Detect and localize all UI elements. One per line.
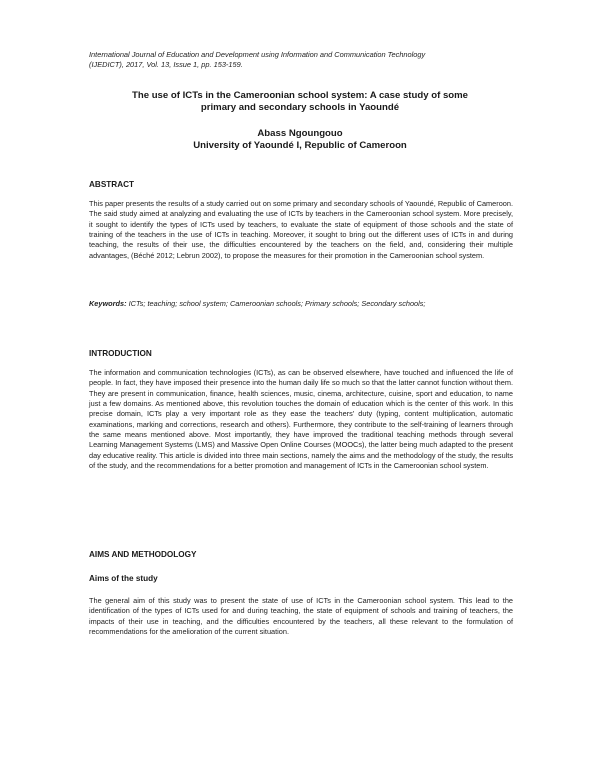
journal-line-2: (IJEDICT), 2017, Vol. 13, Issue 1, pp. 153-159.	[89, 60, 243, 69]
title-line-1: The use of ICTs in the Cameroonian school system: A case study of some	[131, 90, 469, 101]
journal-citation	[89, 50, 519, 70]
journal-line-1: International Journal of Education and Development using Information and Communication Technology	[89, 50, 426, 59]
keywords-text: ICTs; teaching; school system; Cameroonian schools; Primary schools; Secondary schools;	[128, 299, 426, 308]
aims-subheading: Aims of the study	[89, 574, 158, 583]
author-block	[80, 128, 520, 152]
introduction-text: The information and communication technologies (ICTs), as can be observed elsewhere, have touched and influenced the life of people. In fact, they have imposed their presence into the human daily life so much so that the latter cannot function without them. They are present in communication, finance, health sciences, music, cinema, architecture, cuisine, sport and education, to name just a few domains. As mentioned above, this revolution touches the domain of education which is the center of this work. In this precise domain, ICTs play a very important role as they ease the teachers’ duty (typing, content multiplication, automatic examinations, marking and corrections, research and others). Furthermore, they contribute to the self-training of learners through the same means mentioned above. Most importantly, they have improved the traditional teaching methods through several Learning Management Systems (LMS) and Massive Open Online Courses (MOOCs), the latter being much adapted to the present day educative reality. This article is divided into three main sections, namely the aims and the methodology of the study, the results of the study, and the recommendations for a better promotion and management of ICTs in the Cameroonian school system.	[89, 368, 513, 471]
aims-methodology-heading: AIMS AND METHODOLOGY	[89, 550, 197, 559]
keywords	[89, 299, 513, 309]
abstract-heading: ABSTRACT	[89, 180, 135, 189]
author-name: Abass Ngoungouo	[257, 128, 343, 139]
aims-text: The general aim of this study was to present the state of use of ICTs in the Cameroonian school system. This lead to the identification of the types of ICTs used for and during teaching, the state of equipment of schools and training of teachers, the impacts of their use in teaching, and the difficulties encountered by the teachers, all these relevant to the formulation of recommendations for the amelioration of the current situation.	[89, 596, 513, 637]
introduction-heading: INTRODUCTION	[89, 349, 152, 358]
abstract-text: This paper presents the results of a study carried out on some primary and secondary schools of Yaoundé, Republic of Cameroon. The said study aimed at analyzing and evaluating the use of ICTs by teachers in the Cameroonian school system. More precisely, it sought to identify the types of ICTs used by teachers, to evaluate the state of equipment of those schools and the state of training of the teachers in the use of ICTs in teaching. Moreover, it sought to bring out the different uses of ICTs in and during teaching, the results of their use, the difficulties encountered by the teachers on the field, and, considering their multiple advantages, (Béché 2012; Lebrun 2002), to propose the measures for their promotion in the Cameroonian school system.	[89, 199, 513, 260]
keywords-label: Keywords:	[89, 299, 127, 308]
author-affiliation: University of Yaoundé I, Republic of Cameroon	[193, 140, 407, 151]
title-line-2: primary and secondary schools in Yaoundé	[200, 102, 400, 113]
paper-title	[80, 90, 520, 114]
